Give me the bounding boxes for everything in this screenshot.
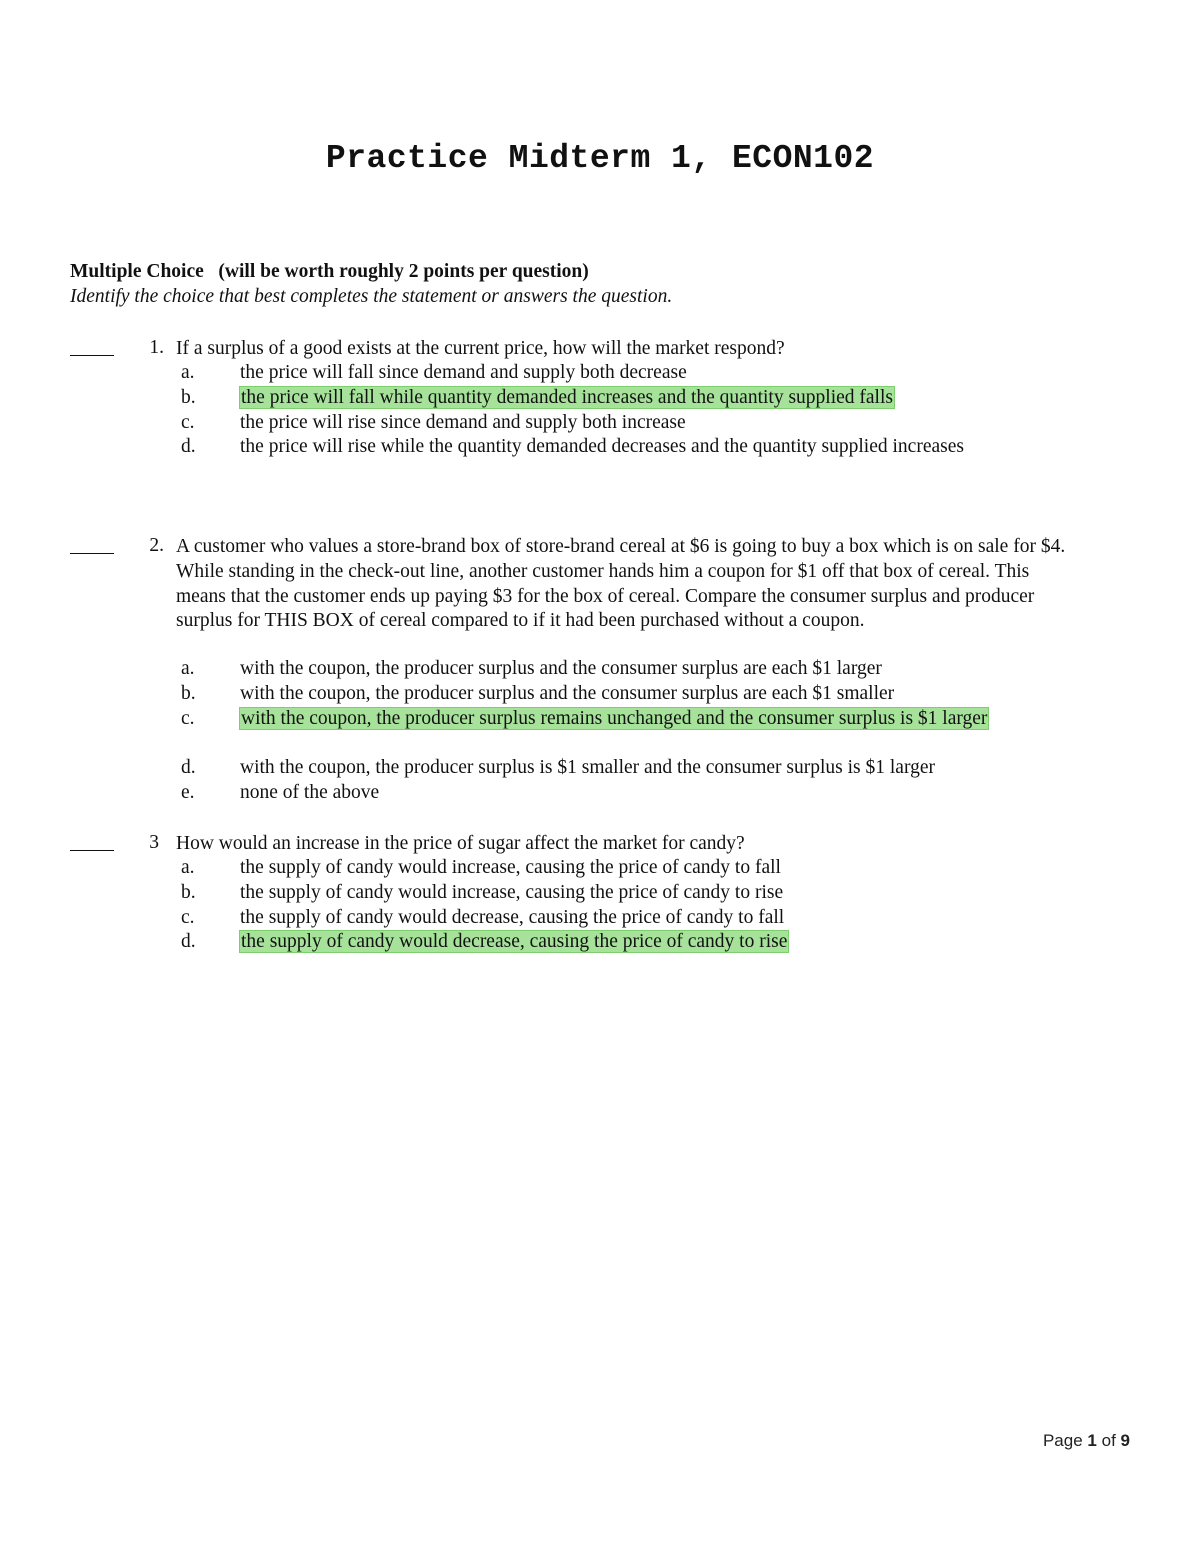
answer-blank[interactable] [70, 337, 114, 356]
choice-letter: d. [181, 757, 196, 779]
answer-blank[interactable] [70, 535, 114, 554]
question-number: 2. [149, 535, 164, 556]
of-word: of [1101, 1431, 1116, 1450]
choice-text: the price will fall since demand and supply both decrease [240, 362, 687, 383]
page-word: Page [1042, 1431, 1083, 1450]
choice-letter: c. [181, 906, 195, 928]
question-text: A customer who values a store-brand box of store-brand cereal at $6 is going to buy a box which is on sale for $4. While standing in the check-out line, another customer hands him a coupon for $1 off that box of cereal. This means that the customer ends up paying $3 for the box of cereal. Compare the consumer surplus and producer surplus for THIS BOX of cereal compared to if it had been purchased without a coupon. [176, 536, 1066, 632]
choice-text: with the coupon, the producer surplus is $1 smaller and the consumer surplus is $1 larger [240, 757, 936, 779]
choice-letter: b. [181, 386, 196, 408]
highlighted-answer: the price will fall while quantity demanded increases and the quantity supplied falls [241, 386, 893, 408]
choice-text: none of the above [240, 781, 380, 803]
current-page: 1 [1087, 1431, 1097, 1450]
choice-text: with the coupon, the producer surplus and the consumer surplus are each $1 smaller [240, 682, 895, 704]
choice-letter: c. [181, 411, 195, 433]
highlighted-answer: with the coupon, the producer surplus remains unchanged and the consumer surplus is $1 larger [241, 707, 988, 729]
section-heading: Multiple Choice (will be worth roughly 2 points per question) [70, 261, 589, 282]
question-number: 3 [149, 832, 159, 853]
choice-text: the supply of candy would increase, causing the price of candy to fall [240, 857, 781, 878]
choice-text: the price will rise while the quantity demanded decreases and the quantity supplied increases [240, 436, 964, 458]
choice-letter: a. [181, 857, 195, 878]
choice-text: the price will rise since demand and supply both increase [240, 411, 686, 433]
choice-letter: b. [181, 682, 196, 704]
page-footer [1043, 1431, 1130, 1451]
choice-letter: d. [181, 931, 196, 953]
choice-letter: c. [181, 707, 195, 729]
choice-letter: b. [181, 881, 196, 903]
page-title: Practice Midterm 1, ECON102 [325, 140, 875, 177]
question-text: If a surplus of a good exists at the current price, how will the market respond? [176, 338, 785, 359]
total-pages: 9 [1120, 1431, 1130, 1450]
choice-text: the supply of candy would decrease, causing the price of candy to fall [240, 906, 785, 928]
choice-letter: e. [181, 781, 195, 803]
choice-text: the supply of candy would increase, causing the price of candy to rise [240, 881, 784, 903]
question-number: 1. [149, 337, 164, 358]
choice-letter: a. [181, 362, 195, 383]
answer-blank[interactable] [70, 832, 114, 851]
choice-letter: d. [181, 436, 196, 458]
question-text: How would an increase in the price of sugar affect the market for candy? [176, 833, 745, 854]
choice-text: with the coupon, the producer surplus and the consumer surplus are each $1 larger [240, 658, 882, 679]
instruction-text: Identify the choice that best completes the statement or answers the question. [70, 286, 673, 307]
choice-letter: a. [181, 658, 195, 679]
highlighted-answer: the supply of candy would decrease, causing the price of candy to rise [241, 931, 788, 953]
